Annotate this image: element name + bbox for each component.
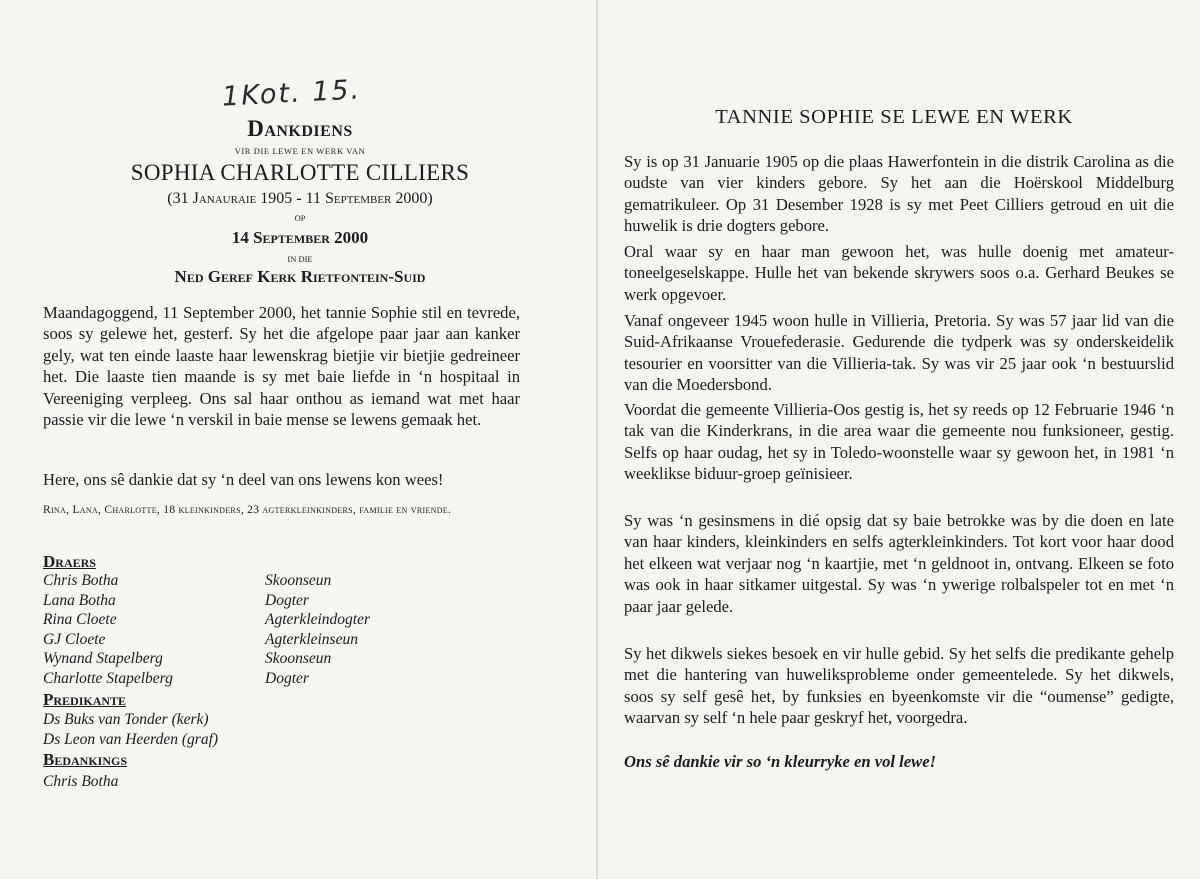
person-name: GJ Cloete	[43, 630, 106, 648]
biography-paragraph: Sy het dikwels siekes besoek en vir hulle gebid. Sy het selfs die predikante gehelp met die hantering van huweliksprobleme onder gemeentelede. Sy het dikwels, soos sy self gesê het, by funksies en byeenkomste vir die “oumense” gedigte, waarvan sy self ‘n hele paar geskryf het, voorgedra.	[624, 644, 1174, 728]
list-item: Chris Botha	[43, 773, 119, 790]
obituary-paragraph: Maandagoggend, 11 September 2000, het tannie Sophie stil en tevrede, soos sy gelewe het, gesterf. Sy het die afgelope paar jaar aan kanker gely, wat ten einde laaste haar lewenskrag bietjie vir bietjie gedreineer het. Die laaste tien maande is sy met baie liefde in ‘n hospitaal in Vereeniging verpleeg. Ons sal haar onthou as iemand wat met haar passie vir die lewe ‘n verskil in baie mense se lewens gemaak het.	[43, 303, 520, 430]
biography-paragraph: Vanaf ongeveer 1945 woon hulle in Villieria, Pretoria. Sy was 57 jaar lid van die Suid-Afrikaanse Vrouefederasie. Gedurende die tydperk was sy onderskeidelik tesourier en voorsitter van die Villieria-tak. Sy was vir 25 jaar ook ‘n bestuurslid van die Moedersbond.	[624, 311, 1174, 395]
subline: VIR DIE LEWE EN WERK VAN	[234, 146, 366, 156]
page-title: TANNIE SOPHIE SE LEWE EN WERK	[715, 106, 1073, 128]
person-role: Dogter	[265, 669, 309, 687]
op-label: OP	[294, 213, 306, 223]
person-name: Chris Botha	[43, 572, 119, 589]
person-role: Skoonseun	[265, 572, 332, 589]
closing-line: Ons sê dankie vir so ‘n kleurryke en vol lewe!	[624, 752, 937, 771]
biography-paragraph: Sy is op 31 Januarie 1905 op die plaas Hawerfontein in die distrik Carolina as die oudste van vier kinders gebore. Sy het aan die Hoërskool Middelburg gematrikuleer. Op 31 Desember 1928 is sy met Peet Cilliers getroud en uit die huwelik is drie dogters gebore.	[624, 152, 1174, 236]
list-item	[43, 669, 463, 689]
church-name: Ned Geref Kerk Rietfontein-Suid	[174, 267, 426, 286]
list-item: Ds Leon van Heerden (graf)	[43, 730, 219, 748]
thanks-line: Here, ons sê dankie dat sy ‘n deel van ons lewens kon wees!	[43, 470, 444, 489]
life-dates: (31 Janauraie 1905 - 11 September 2000)	[167, 190, 433, 207]
list-item	[43, 571, 463, 591]
person-name: Wynand Stapelberg	[43, 650, 163, 667]
draers-heading: Draers	[43, 552, 96, 571]
predikante-heading: Predikante	[43, 690, 127, 709]
bedankings-heading: Bedankings	[43, 750, 128, 769]
person-name: Lana Botha	[43, 591, 116, 609]
bedankings-list	[43, 772, 118, 792]
handwritten-annotation: 1Kot. 15.	[221, 74, 362, 113]
deceased-name: SOPHIA CHARLOTTE CILLIERS	[130, 160, 470, 185]
service-heading: Dankdiens	[247, 116, 353, 141]
left-page	[0, 0, 598, 879]
person-name: Rina Cloete	[43, 611, 117, 628]
list-item	[43, 610, 463, 630]
list-item	[43, 591, 463, 611]
person-role: Agterkleinseun	[265, 630, 358, 648]
person-role: Dogter	[265, 591, 309, 609]
in-die-label: IN DIE	[287, 254, 313, 264]
draers-list	[43, 571, 463, 688]
biography-paragraph: Voordat die gemeente Villieria-Oos gestig is, het sy reeds op 12 Februarie 1946 ‘n tak van die Kinderkrans, in die area waar die gemeente nou funksioneer, gestig. Selfs op haar oudag, het sy in Toledo-woonstelle waar sy gewoon het, in 1981 ‘n weeklikse biduur-groep geïnisieer.	[624, 400, 1174, 484]
person-role: Agterkleindogter	[265, 611, 371, 628]
right-page	[598, 0, 1200, 879]
service-date: 14 September 2000	[231, 228, 369, 247]
list-item: Ds Buks van Tonder (kerk)	[43, 711, 209, 728]
person-role: Skoonseun	[265, 650, 332, 667]
biography-paragraph: Sy was ‘n gesinsmens in dié opsig dat sy baie betrokke was by die doen en late van haar kinders, kleinkinders en selfs agterkleinkinders. Tot kort voor haar dood het elkeen wat verjaar nog ‘n kaartjie, met ‘n geldnoot in, ontvang. Elkeen se foto was ook in haar sitkamer uitgestal. Sy was ‘n ywerige rolbalspeler tot en met ‘n paar jaar gelede.	[624, 511, 1174, 616]
list-item	[43, 630, 463, 650]
family-list: Rina, Lana, Charlotte, 18 kleinkinders, 23 agterkleinkinders, familie en vriende.	[43, 504, 452, 516]
predikante-list	[43, 710, 218, 749]
biography-paragraph: Oral waar sy en haar man gewoon het, was hulle doenig met amateur-toneelgeselskappe. Hulle het van bekende skrywers soos o.a. Gerhard Beukes se werk opgevoer.	[624, 242, 1174, 304]
list-item	[43, 649, 463, 669]
person-name: Charlotte Stapelberg	[43, 669, 173, 687]
